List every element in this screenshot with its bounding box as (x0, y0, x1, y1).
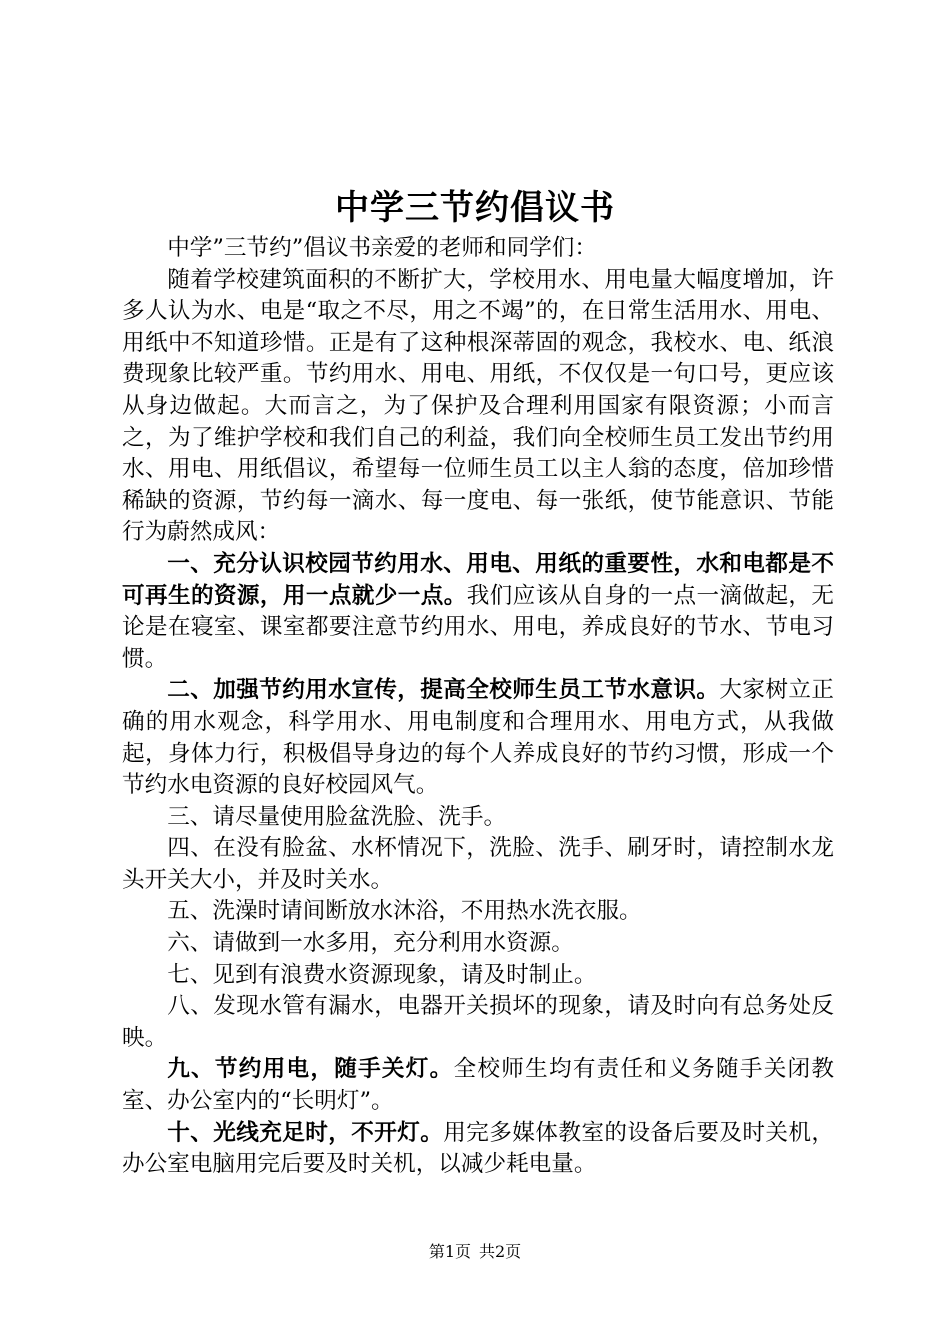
paragraph-heading: 十、光线充足时，不开灯。 (167, 1119, 444, 1146)
paragraph-text: 我们应该从自身的一点一滴做起，无论是在寝室、课室都要注意节约用水、用电，养成良好的节水、节电习惯。 (122, 582, 834, 672)
paragraph-text: 四、在没有脸盆、水杯情况下，洗脸、洗手、刷牙时，请控制水龙头开关大小，并及时关水。 (122, 835, 834, 893)
paragraph-item-6 (122, 928, 834, 960)
document-title: 中学三节约倡议书 (335, 188, 615, 228)
paragraph-heading: 九、节约用电，随手关灯。 (167, 1056, 454, 1083)
paragraph-item-8 (122, 991, 834, 1054)
paragraph-item-10 (122, 1118, 834, 1181)
paragraph-text: 大家树立正确的用水观念，科学用水、用电制度和合理用水、用电方式，从我做起，身体力行，积极倡导身边的每个人养成良好的节约习惯，形成一个节约水电资源的良好校园风气。 (122, 677, 834, 799)
paragraph-item-2 (122, 675, 834, 801)
paragraph-item-7 (122, 960, 834, 992)
page-number: 第1页 (428, 1242, 471, 1261)
document-body (122, 233, 834, 1181)
paragraph-heading: 二、加强节约用水宣传，提高全校师生员工节水意识。 (167, 677, 720, 704)
paragraph-item-4 (122, 833, 834, 896)
paragraph-text: 五、洗澡时请间断放水沐浴，不用热水洗衣服。 (167, 898, 642, 925)
paragraph-item-9 (122, 1054, 834, 1117)
paragraph-item-5 (122, 896, 834, 928)
paragraph-text: 用完多媒体教室的设备后要及时关机，办公室电脑用完后要及时关机，以减少耗电量。 (122, 1119, 834, 1178)
paragraph-item-1 (122, 549, 834, 675)
paragraph-heading: 一、充分认识校园节约用水、用电、用纸的重要性，水和电都是不可再生的资源，用一点就少一点。 (122, 550, 834, 609)
paragraph-text: 六、请做到一水多用，充分利用水资源。 (167, 930, 574, 957)
paragraph-text: 中学”三节约”倡议书亲爱的老师和同学们： (167, 235, 597, 261)
paragraph-text: 随着学校建筑面积的不断扩大，学校用水、用电量大幅度增加，许多人认为水、电是“取之不尽，用之不竭”的，在日常生活用水、用电、用纸中不知道珍惜。正是有了这种根深蒂固的观念，我校水、电、纸浪费现象比较严重。节约用水、用电、用纸，不仅仅是一句口号，更应该从身边做起。大而言之，为了保护及合理利用国家有限资源；小而言之，为了维护学校和我们自己的利益，我们向全校师生员工发出节约用水、用电、用纸倡议，希望每一位师生员工以主人翁的态度，倍加珍惜稀缺的资源，节约每一滴水、每一度电、每一张纸，使节能意识、节能行为蔚然成风： (122, 266, 834, 546)
paragraph-text: 七、见到有浪费水资源现象，请及时制止。 (167, 961, 597, 988)
paragraph-greeting (122, 233, 834, 265)
paragraph-intro (122, 265, 834, 549)
paragraph-text: 三、请尽量使用脸盆洗脸、洗手。 (167, 803, 507, 830)
page-total: 共2页 (479, 1242, 522, 1261)
page-footer (0, 1242, 950, 1262)
paragraph-text: 八、发现水管有漏水，电器开关损坏的现象，请及时向有总务处反映。 (122, 993, 834, 1051)
paragraph-text: 全校师生均有责任和义务随手关闭教室、办公室内的“长明灯”。 (122, 1056, 835, 1115)
paragraph-item-3 (122, 802, 834, 834)
